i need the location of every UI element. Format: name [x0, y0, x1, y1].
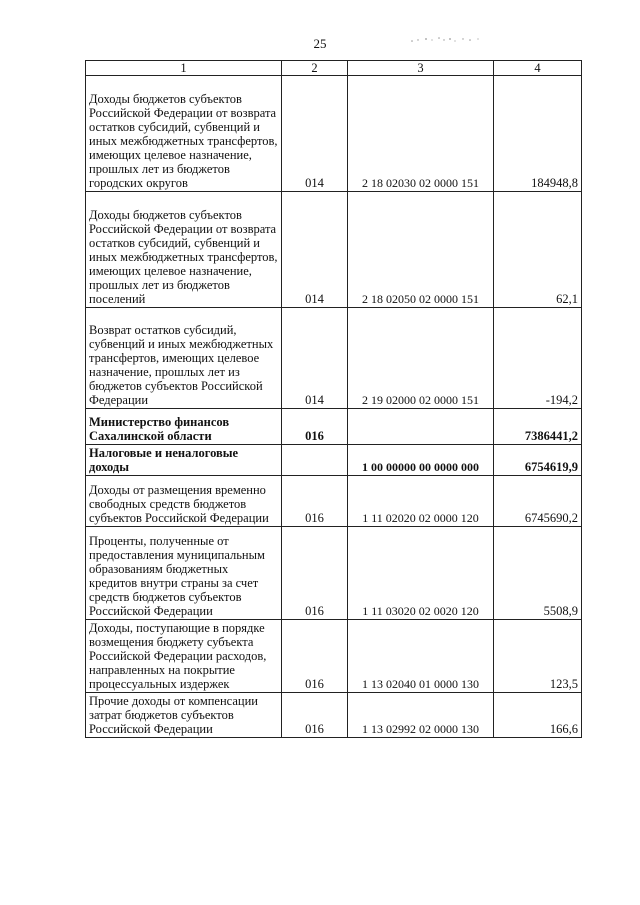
row-budget-code: 2 18 02030 02 0000 151	[348, 76, 494, 192]
row-admin-code: 016	[282, 527, 348, 620]
row-name: Министерство финансов Сахалинской области	[86, 409, 282, 445]
row-budget-code: 1 13 02040 01 0000 130	[348, 620, 494, 693]
row-budget-code: 1 13 02992 02 0000 130	[348, 693, 494, 738]
row-admin-code: 014	[282, 308, 348, 409]
row-amount: 6745690,2	[494, 476, 582, 527]
row-name: Налоговые и неналоговые доходы	[86, 445, 282, 476]
table-row	[86, 620, 582, 693]
row-name: Прочие доходы от компенсации затрат бюджетов субъектов Российской Федерации	[86, 693, 282, 738]
table-row	[86, 476, 582, 527]
row-amount: -194,2	[494, 308, 582, 409]
row-budget-code: 1 00 00000 00 0000 000	[348, 445, 494, 476]
table-row	[86, 192, 582, 308]
row-admin-code: 014	[282, 76, 348, 192]
header-col-4: 4	[494, 61, 582, 76]
row-budget-code: 1 11 02020 02 0000 120	[348, 476, 494, 527]
row-name: Доходы бюджетов субъектов Российской Федерации от возврата остатков субсидий, субвенций и иных межбюджетных трансфертов, имеющих целевое назначение, прошлых лет из бюджетов поселений	[86, 192, 282, 308]
row-name: Возврат остатков субсидий, субвенций и иных межбюджетных трансфертов, имеющих целевое назначение, прошлых лет из бюджетов субъектов Российской Федерации	[86, 308, 282, 409]
row-budget-code: 1 11 03020 02 0020 120	[348, 527, 494, 620]
header-col-2: 2	[282, 61, 348, 76]
row-admin-code: 016	[282, 409, 348, 445]
scan-noise-mark	[408, 34, 488, 44]
table-row-group	[86, 445, 582, 476]
row-admin-code: 016	[282, 693, 348, 738]
row-amount: 184948,8	[494, 76, 582, 192]
row-budget-code: 2 18 02050 02 0000 151	[348, 192, 494, 308]
row-admin-code: 014	[282, 192, 348, 308]
row-amount: 166,6	[494, 693, 582, 738]
row-admin-code	[282, 445, 348, 476]
row-amount: 62,1	[494, 192, 582, 308]
row-name: Доходы, поступающие в порядке возмещения бюджету субъекта Российской Федерации расходов, направленных на покрытие процессуальных издержек	[86, 620, 282, 693]
row-admin-code: 016	[282, 620, 348, 693]
row-name: Доходы бюджетов субъектов Российской Федерации от возврата остатков субсидий, субвенций и иных межбюджетных трансфертов, имеющих целевое назначение, прошлых лет из бюджетов городских округов	[86, 76, 282, 192]
row-amount: 7386441,2	[494, 409, 582, 445]
header-col-3: 3	[348, 61, 494, 76]
page-number: 25	[313, 36, 327, 51]
header-col-1: 1	[86, 61, 282, 76]
revenue-table	[85, 60, 582, 738]
row-amount: 6754619,9	[494, 445, 582, 476]
row-name: Доходы от размещения временно свободных средств бюджетов субъектов Российской Федерации	[86, 476, 282, 527]
table-row	[86, 527, 582, 620]
table-row	[86, 308, 582, 409]
row-name: Проценты, полученные от предоставления муниципальным образованиям бюджетных кредитов внутри страны за счет средств бюджетов субъектов Российской Федерации	[86, 527, 282, 620]
row-budget-code	[348, 409, 494, 445]
row-budget-code: 2 19 02000 02 0000 151	[348, 308, 494, 409]
row-amount: 5508,9	[494, 527, 582, 620]
table-row-ministry	[86, 409, 582, 445]
table-row	[86, 76, 582, 192]
row-admin-code: 016	[282, 476, 348, 527]
row-amount: 123,5	[494, 620, 582, 693]
table-header-row	[86, 61, 582, 76]
table-row	[86, 693, 582, 738]
